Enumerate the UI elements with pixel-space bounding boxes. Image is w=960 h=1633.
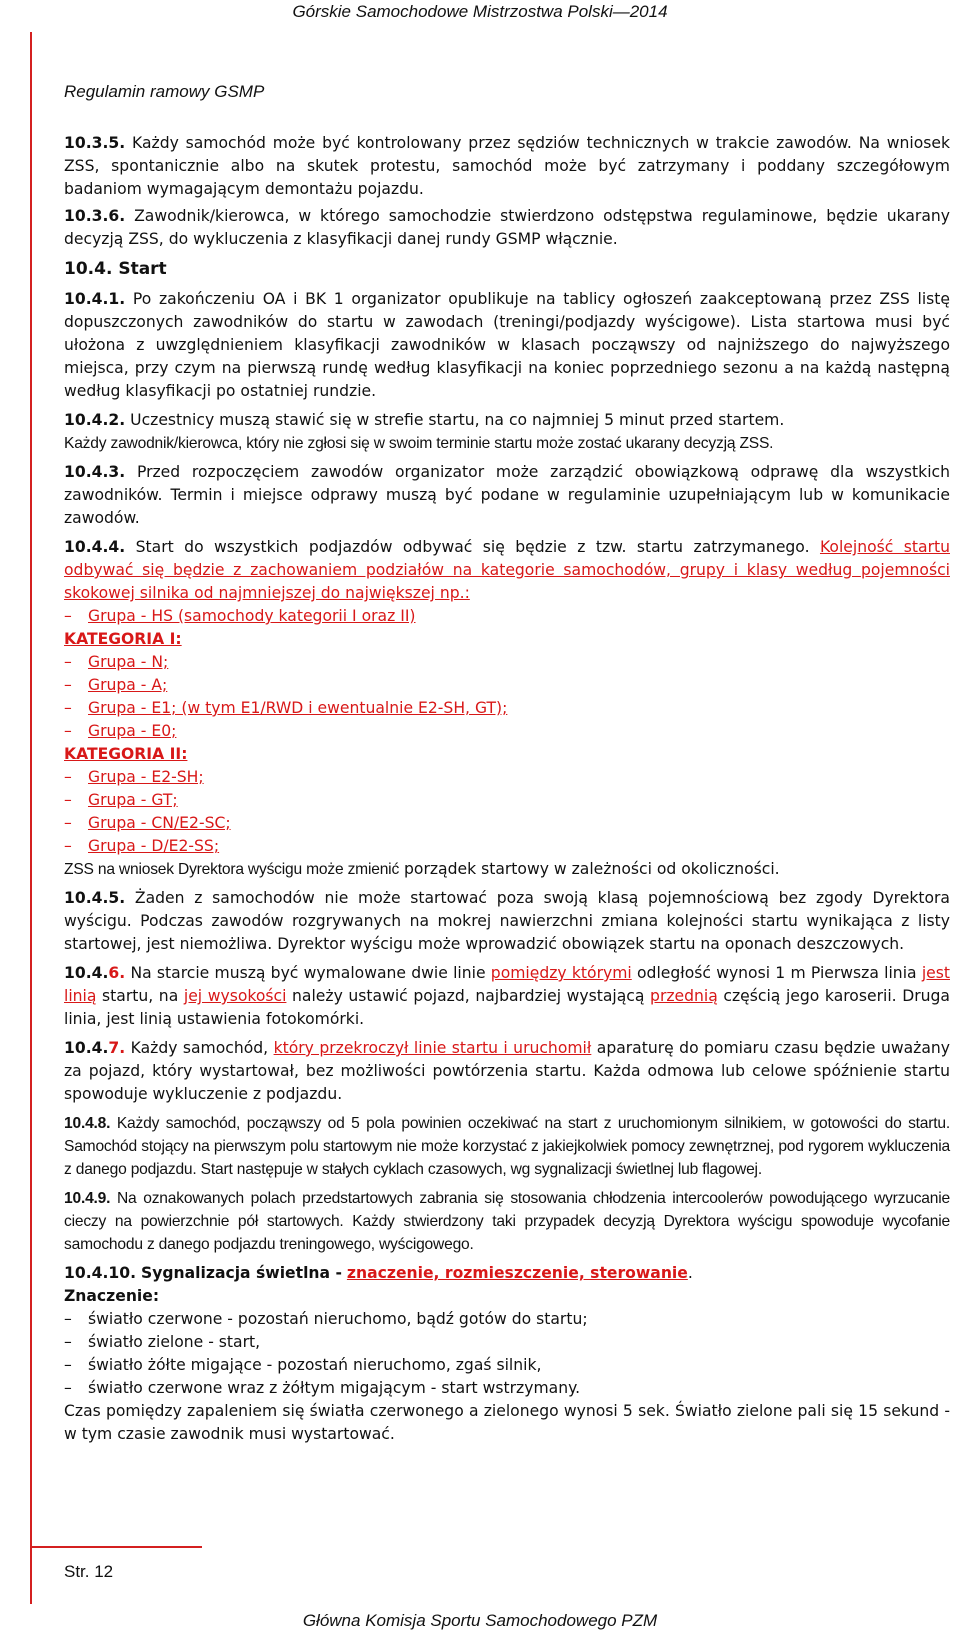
paragraph-text: aparaturę do pomiaru czasu będzie uważany za pojazd, który wystartował, bez możliwości powtórzenia startu. Każda odmowa lub celowe spóźnienie startu spowoduje wykluczenie z podjazdu. <box>64 1039 950 1103</box>
paragraph-10-3-5 <box>64 132 950 201</box>
highlight-text: przednią <box>650 987 718 1005</box>
dash-bullet: – <box>64 1333 72 1351</box>
list-item-text: Grupa - CN/E2-SC; <box>88 814 231 832</box>
paragraph-10-4-6 <box>64 962 950 1031</box>
category-1-heading: KATEGORIA I: <box>64 630 182 648</box>
document-body <box>64 132 950 1446</box>
list-item-kat2-d <box>64 835 950 858</box>
paragraph-10-4-9 <box>64 1187 950 1256</box>
closing-text-a: ZSS na wniosek Dyrektora wyścigu może zmienić <box>64 861 400 878</box>
paragraph-text: Żaden z samochodów nie może startować poza swoją klasą pojemnościową bez zgody Dyrektora wyścigu. Podczas zawodów rozgrywanych na mokrej nawierzchni zmiana kolejności startu wynikająca z listy startowej, jest niemożliwa. Dyrektor wyścigu może wprowadzić obowiązek startu na oponach deszczowych. <box>64 889 950 953</box>
dash-bullet: – <box>64 768 72 786</box>
category-2-heading: KATEGORIA II: <box>64 745 188 763</box>
paragraph-text: Każdy samochód, począwszy od 5 pola powinien oczekiwać na start z uruchomionym silnikiem, w gotowości do startu. Samochód stojący na pierwszym polu startowym nie może korzystać z jakiejkolwiek pomocy zewnętrznej, pod rygorem wykluczenia z danego podjazdu. Start następuje w stałych cyklach czasowych, wg sygnalizacji świetlnej lub flagowej. <box>64 1115 950 1178</box>
list-item-text: Grupa - D/E2-SS; <box>88 837 220 855</box>
light-item-yellow <box>64 1354 950 1377</box>
start-order-note: Kolejność startu odbywać się będzie z zachowaniem podziałów na kategorie samochodów, grupy i klasy według pojemności skokowej silnika od najmniejszej do największej np.: <box>64 538 950 602</box>
paragraph-text: startu, na <box>102 987 179 1005</box>
paragraph-text: Start do wszystkich podjazdów odbywać się będzie z tzw. startu zatrzymanego. <box>135 538 810 556</box>
section-number: 10.4.4. <box>64 538 126 556</box>
list-item-kat2-cn <box>64 812 950 835</box>
paragraph-text: Każdy samochód może być kontrolowany przez sędziów technicznych w trakcie zawodów. Na wniosek ZSS, spontanicznie albo na skutek protestu, samochód może być zatrzymany i poddany szczegółowym badaniom wymagającym demontażu pojazdu. <box>64 134 950 198</box>
paragraph-10-4-2 <box>64 409 950 432</box>
section-number: 10.4.10. <box>64 1264 137 1282</box>
dash-bullet: – <box>64 814 72 832</box>
list-item-text: Grupa - HS (samochody kategorii I oraz II) <box>88 607 416 625</box>
highlight-title: znaczenie, rozmieszczenie, sterowanie <box>346 1264 688 1282</box>
paragraph-text: częścią jego karoserii. Druga linia, jest linią ustawienia fotokomórki. <box>64 987 950 1028</box>
section-number: 10.4.6. <box>64 964 126 982</box>
section-number: 10.4.8. <box>64 1115 111 1132</box>
dash-bullet: – <box>64 653 72 671</box>
paragraph-10-4-5 <box>64 887 950 956</box>
footer-rule <box>30 1546 202 1548</box>
paragraph-text: Na starcie muszą być wymalowane dwie linie <box>130 964 486 982</box>
highlight-text: pomiędzy którymi <box>490 964 632 982</box>
list-item-text: światło zielone - start, <box>88 1333 261 1351</box>
section-number: 10.3.5. <box>64 134 126 152</box>
margin-rule-vertical <box>30 32 32 1604</box>
dash-bullet: – <box>64 699 72 717</box>
paragraph-text: odległość wynosi 1 m Pierwsza linia <box>637 964 917 982</box>
closing-text-b: porządek startowy w zależności od okoliczności. <box>404 860 780 878</box>
dash-bullet: – <box>64 722 72 740</box>
list-item-text: Grupa - A; <box>88 676 168 694</box>
paragraph-10-3-6 <box>64 205 950 251</box>
list-item-kat1-e0 <box>64 720 950 743</box>
section-number: 10.4.5. <box>64 889 126 907</box>
section-number: 10.4.1. <box>64 290 126 308</box>
paragraph-text: Każdy samochód, <box>130 1039 269 1057</box>
list-item-kat1-n <box>64 651 950 674</box>
page-number: Str. 12 <box>64 1562 114 1581</box>
header-title: Górskie Samochodowe Mistrzostwa Polski—2014 <box>292 2 668 21</box>
section-number: 10.4. <box>64 259 113 279</box>
light-item-red-yellow <box>64 1377 950 1400</box>
signal-timing-text: Czas pomiędzy zapaleniem się światła czerwonego a zielonego wynosi 5 sek. Światło zielone pali się 15 sekund - w tym czasie zawodnik musi wystartować. <box>64 1402 950 1443</box>
paragraph-10-4-1 <box>64 288 950 403</box>
section-number: 10.4.9. <box>64 1190 111 1207</box>
list-item-text: światło czerwone wraz z żółtym migającym - start wstrzymany. <box>88 1379 581 1397</box>
dash-bullet: – <box>64 607 72 625</box>
highlight-text: jest linią <box>64 964 950 1005</box>
section-number: 10.4.2. <box>64 411 126 429</box>
dash-bullet: – <box>64 791 72 809</box>
list-item-kat1-e1 <box>64 697 950 720</box>
list-item-text: Grupa - N; <box>88 653 169 671</box>
header-subtitle: Regulamin ramowy GSMP <box>64 82 265 101</box>
paragraph-text: Po zakończeniu OA i BK 1 organizator opublikuje na tablicy ogłoszeń zaakceptowaną przez ZSS listę dopuszczonych zawodników do startu w zawodach (treningi/podjazdy wyścigowe). Lista startowa musi być ułożona z uwzględnieniem klasyfikacji zawodników w klasach począwszy od najniższego do najwyższego miejsca, przy czym na pierwszą rundę według klasyfikacji na koniec poprzedniego sezonu a na każdą następną według klasyfikacji po ostatniej rundzie. <box>64 290 950 400</box>
list-item-text: światło czerwone - pozostań nieruchomo, bądź gotów do startu; <box>88 1310 588 1328</box>
start-order-closing <box>64 858 950 881</box>
list-item-text: Grupa - E0; <box>88 722 177 740</box>
paragraph-text: Uczestnicy muszą stawić się w strefie startu, na co najmniej 5 minut przed startem. <box>130 411 785 429</box>
paragraph-text: Zawodnik/kierowca, w którego samochodzie stwierdzono odstępstwa regulaminowe, będzie ukarany decyzją ZSS, do wykluczenia z klasyfikacji danej rundy GSMP włącznie. <box>64 207 950 248</box>
punctuation: . <box>687 1264 693 1282</box>
dash-bullet: – <box>64 1310 72 1328</box>
paragraph-text: należy ustawić pojazd, najbardziej wystającą <box>292 987 645 1005</box>
dash-bullet: – <box>64 1379 72 1397</box>
list-item-group-hs <box>64 605 950 628</box>
paragraph-10-4-7 <box>64 1037 950 1106</box>
highlight-text: który przekroczył linie startu i uruchomił <box>273 1039 592 1057</box>
list-item-text: światło żółte migające - pozostań nieruchomo, zgaś silnik, <box>88 1356 542 1374</box>
section-heading-start <box>64 257 950 282</box>
list-item-kat2-e2sh <box>64 766 950 789</box>
paragraph-10-4-3 <box>64 461 950 530</box>
section-number: 10.4.7. <box>64 1039 126 1057</box>
paragraph-10-4-10 <box>64 1262 950 1285</box>
paragraph-10-4-4 <box>64 536 950 605</box>
dash-bullet: – <box>64 837 72 855</box>
list-item-text: Grupa - E2-SH; <box>88 768 204 786</box>
light-item-red <box>64 1308 950 1331</box>
dash-bullet: – <box>64 676 72 694</box>
highlight-text: jej wysokości <box>183 987 287 1005</box>
section-number: 10.3.6. <box>64 207 126 225</box>
section-title: Start <box>118 259 167 279</box>
light-item-green <box>64 1331 950 1354</box>
list-item-text: Grupa - GT; <box>88 791 178 809</box>
dash-bullet: – <box>64 1356 72 1374</box>
paragraph-10-4-8 <box>64 1112 950 1181</box>
section-number: 10.4.3. <box>64 463 126 481</box>
list-item-text: Grupa - E1; (w tym E1/RWD i ewentualnie E2-SH, GT); <box>88 699 508 717</box>
meaning-label: Znaczenie: <box>64 1287 160 1305</box>
list-item-kat2-gt <box>64 789 950 812</box>
paragraph-10-4-2-continuation: Każdy zawodnik/kierowca, który nie zgłosi się w swoim terminie startu może zostać ukarany decyzją ZSS. <box>64 435 774 452</box>
footer-organization: Główna Komisja Sportu Samochodowego PZM <box>302 1611 658 1630</box>
paragraph-text: Przed rozpoczęciem zawodów organizator może zarządzić obowiązkową odprawę dla wszystkich zawodników. Termin i miejsce odprawy muszą być podane w regulaminie uzupełniającym lub w komunikacie zawodów. <box>64 463 950 527</box>
list-item-kat1-a <box>64 674 950 697</box>
section-title: Sygnalizacja świetlna - <box>141 1264 342 1282</box>
paragraph-text: Na oznakowanych polach przedstartowych zabrania się stosowania chłodzenia intercoolerów powodującego wyrzucanie cieczy na powierzchnie pół startowych. Każdy stwierdzony taki przypadek decyzją Dyrektora wyścigu spowoduje wycofanie samochodu z danego podjazdu treningowego, wyścigowego. <box>64 1190 950 1253</box>
